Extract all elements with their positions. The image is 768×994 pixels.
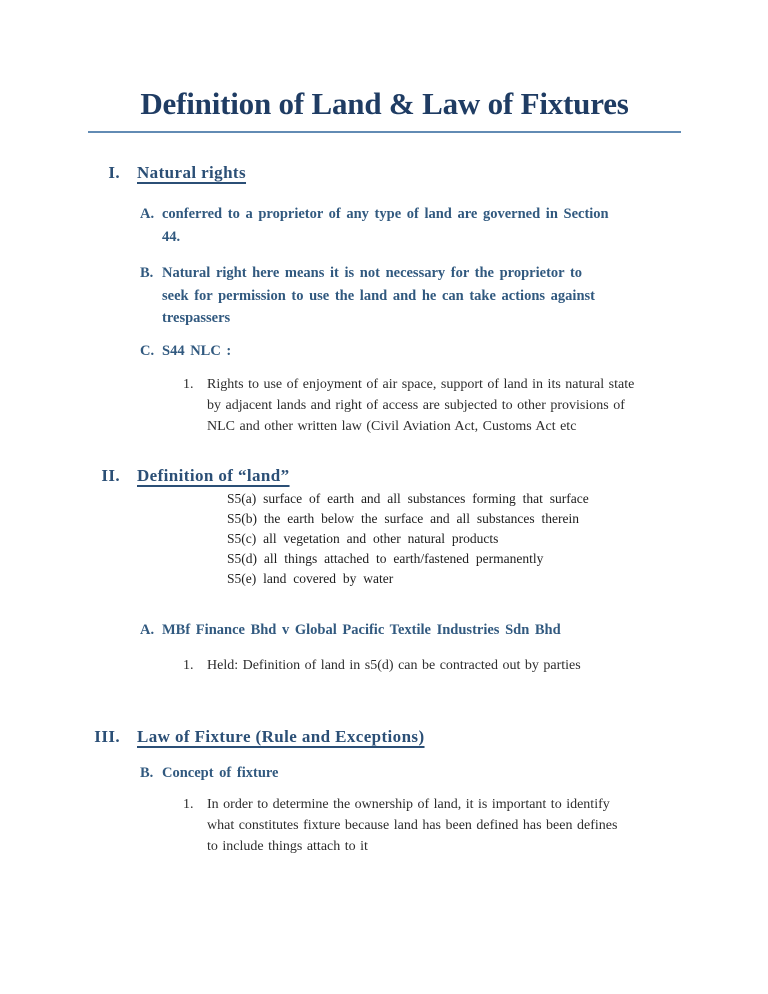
subitem-text [207, 374, 768, 437]
statute-line: S5(b) the earth below the surface and all substances therein [227, 511, 580, 526]
outline-item-c [140, 340, 768, 363]
section-heading-row [60, 160, 768, 185]
document-title: Definition of Land & Law of Fixtures [88, 86, 681, 133]
item-label: C. [140, 342, 155, 359]
subitem-text [207, 794, 768, 857]
item-line: 44. [162, 228, 181, 245]
subitem-line: to include things attach to it [207, 839, 368, 854]
subitem-line: Rights to use of enjoyment of air space, support of land in its natural state [207, 377, 635, 392]
numbered-subitem [183, 374, 768, 437]
section-numeral: III. [94, 726, 120, 746]
subitem-line: NLC and other written law (Civil Aviation Act, Customs Act etc [207, 419, 577, 434]
section-heading-row [60, 724, 768, 749]
section-definition-of-land [0, 437, 768, 676]
item-line: trespassers [162, 310, 231, 326]
subitem-text [207, 655, 768, 676]
item-label: B. [140, 764, 154, 781]
subitem-number: 1. [183, 377, 194, 392]
subitem-line: by adjacent lands and right of access are subjected to other provisions of [207, 398, 625, 413]
statute-line: S5(c) all vegetation and other natural products [227, 531, 499, 546]
subitem-line: In order to determine the ownership of land, it is important to identify [207, 797, 610, 812]
section-heading: Law of Fixture (Rule and Exceptions) [137, 726, 425, 746]
item-line: S44 NLC : [162, 342, 232, 359]
item-line: Natural right here means it is not necessary for the proprietor to [162, 265, 583, 281]
item-text [162, 203, 768, 248]
statute-line: S5(a) surface of earth and all substances forming that surface [227, 491, 589, 506]
section-heading: Definition of “land” [137, 466, 290, 485]
section-law-of-fixture [0, 676, 768, 858]
outline-item-case [140, 619, 768, 642]
statute-block [227, 489, 768, 589]
item-line: seek for permission to use the land and he can take actions against [162, 287, 595, 304]
case-name-line: MBf Finance Bhd v Global Pacific Textile Industries Sdn Bhd [162, 622, 561, 638]
outline-item-a [140, 203, 768, 248]
item-line: Concept of fixture [162, 764, 279, 781]
statute-line: S5(d) all things attached to earth/fastened permanently [227, 551, 544, 566]
item-text [162, 340, 768, 363]
item-label: B. [140, 265, 154, 281]
item-text [162, 262, 768, 330]
item-text [162, 619, 768, 642]
subitem-line: what constitutes fixture because land has been defined has been defines [207, 818, 618, 833]
item-label: A. [140, 206, 155, 222]
section-heading-row [60, 463, 768, 488]
numbered-subitem [183, 655, 768, 676]
section-numeral: I. [108, 163, 120, 182]
item-label: A. [140, 622, 155, 638]
statute-line: S5(e) land covered by water [227, 571, 394, 586]
numbered-subitem [183, 794, 768, 857]
subitem-number: 1. [183, 797, 194, 812]
section-heading: Natural rights [137, 163, 247, 182]
outline-item-b [140, 762, 768, 785]
outline-item-b [140, 262, 768, 330]
subitem-line: Held: Definition of land in s5(d) can be contracted out by parties [207, 657, 581, 673]
section-numeral: II. [101, 466, 120, 485]
item-text [162, 762, 768, 785]
subitem-number: 1. [183, 657, 194, 673]
item-line: conferred to a proprietor of any type of land are governed in Section [162, 206, 609, 222]
section-natural-rights [0, 133, 768, 437]
